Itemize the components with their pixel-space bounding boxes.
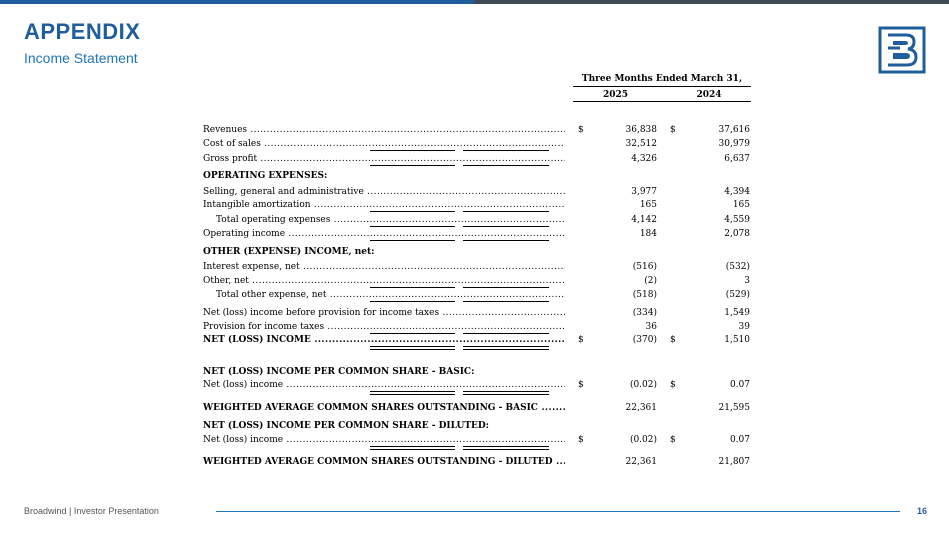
value-2025: (516) [632, 262, 657, 272]
row-label: Net (loss) income ..... [203, 434, 565, 446]
period-header: Three Months Ended March 31, [581, 74, 743, 84]
table-row [203, 334, 753, 346]
value-2025: 3,977 [631, 187, 657, 197]
value-2025: 4,142 [631, 215, 657, 225]
double-underline [463, 446, 549, 450]
row-label: WEIGHTED AVERAGE COMMON SHARES OUTSTANDING - DILUTED ..... [203, 456, 565, 468]
year-header-rule [573, 101, 751, 102]
table-row [203, 124, 753, 136]
value-2025: 184 [639, 229, 657, 239]
table-row [203, 214, 753, 226]
underline [370, 287, 455, 288]
value-2024: 4,394 [724, 187, 750, 197]
value-2025: 4,326 [631, 154, 657, 164]
currency-symbol: $ [670, 380, 676, 390]
row-label: OPERATING EXPENSES: [203, 171, 328, 181]
underline [370, 165, 455, 166]
table-row [203, 153, 753, 165]
period-header-rule [573, 86, 751, 87]
row-label: Cost of sales ..... [203, 138, 565, 150]
double-underline [370, 391, 455, 395]
currency-symbol: $ [670, 125, 676, 135]
row-label: Net (loss) income before provision for income taxes ..... [203, 307, 565, 319]
row-label: Total other expense, net ..... [203, 289, 565, 301]
value-2025: 22,361 [625, 457, 657, 467]
currency-symbol: $ [578, 380, 584, 390]
value-2024: (532) [725, 262, 750, 272]
value-2024: 165 [732, 200, 750, 210]
value-2024: 0.07 [729, 435, 750, 445]
underline [370, 240, 455, 241]
underline [463, 150, 549, 151]
row-label: Selling, general and administrative ..... [203, 186, 565, 198]
page-subtitle: Income Statement [24, 50, 138, 66]
value-2025: 36 [645, 322, 657, 332]
row-label: NET (LOSS) INCOME ..... [203, 334, 565, 346]
table-row [203, 307, 753, 319]
row-label: Revenues ..... [203, 124, 565, 136]
value-2024: 21,807 [718, 457, 750, 467]
row-label: Provision for income taxes ..... [203, 321, 565, 333]
value-2025: 165 [639, 200, 657, 210]
value-2025: 32,512 [625, 139, 657, 149]
row-label: OTHER (EXPENSE) INCOME, net: [203, 247, 375, 257]
footer-rule [216, 511, 900, 512]
value-2025: (0.02) [629, 435, 657, 445]
page-title: APPENDIX [24, 19, 141, 44]
value-2025: 36,838 [625, 125, 657, 135]
double-underline [370, 346, 455, 350]
section-heading [203, 366, 753, 378]
double-underline [463, 391, 549, 395]
value-2024: 1,510 [724, 335, 750, 345]
row-label: Intangible amortization ..... [203, 199, 565, 211]
table-row [203, 261, 753, 273]
row-label: NET (LOSS) INCOME PER COMMON SHARE - DILUTED: [203, 421, 490, 431]
table-row [203, 402, 753, 414]
currency-symbol: $ [578, 335, 584, 345]
underline [370, 226, 455, 227]
section-heading [203, 246, 753, 258]
row-label: Total operating expenses ..... [203, 214, 565, 226]
underline [463, 301, 549, 302]
currency-symbol: $ [578, 125, 584, 135]
footer-caption: Broadwind | Investor Presentation [24, 506, 159, 516]
value-2024: 3 [744, 276, 750, 286]
table-row [203, 289, 753, 301]
value-2025: (518) [632, 290, 657, 300]
value-2025: (334) [632, 308, 657, 318]
table-row [203, 456, 753, 468]
value-2024: 37,616 [718, 125, 750, 135]
currency-symbol: $ [670, 435, 676, 445]
underline [370, 301, 455, 302]
underline [463, 211, 549, 212]
underline [370, 211, 455, 212]
table-row [203, 379, 753, 391]
value-2024: 6,637 [724, 154, 750, 164]
table-row [203, 186, 753, 198]
underline [370, 150, 455, 151]
table-row [203, 434, 753, 446]
row-label: Other, net ..... [203, 275, 565, 287]
section-heading [203, 170, 753, 182]
section-heading [203, 420, 753, 432]
page-number: 16 [917, 506, 928, 516]
double-underline [463, 346, 549, 350]
table-row [203, 228, 753, 240]
row-label: WEIGHTED AVERAGE COMMON SHARES OUTSTANDING - BASIC ..... [203, 402, 565, 414]
currency-symbol: $ [670, 335, 676, 345]
value-2024: (529) [725, 290, 750, 300]
row-label: Gross profit ..... [203, 153, 565, 165]
table-row [203, 138, 753, 150]
double-underline [370, 446, 455, 450]
table-row [203, 321, 753, 333]
row-label: NET (LOSS) INCOME PER COMMON SHARE - BASIC: [203, 367, 475, 377]
value-2025: (2) [644, 276, 657, 286]
value-2024: 1,549 [724, 308, 750, 318]
row-label: Operating income ..... [203, 228, 565, 240]
value-2024: 39 [738, 322, 750, 332]
value-2024: 4,559 [724, 215, 750, 225]
year-2024-header: 2024 [696, 90, 722, 100]
value-2025: 22,361 [625, 403, 657, 413]
year-2025-header: 2025 [602, 90, 629, 100]
value-2025: (370) [632, 335, 657, 345]
table-row [203, 199, 753, 211]
value-2024: 2,078 [724, 229, 750, 239]
underline [463, 226, 549, 227]
row-label: Net (loss) income ..... [203, 379, 565, 391]
value-2025: (0.02) [629, 380, 657, 390]
currency-symbol: $ [578, 435, 584, 445]
value-2024: 0.07 [729, 380, 750, 390]
underline [463, 165, 549, 166]
table-row [203, 275, 753, 287]
underline [463, 287, 549, 288]
underline [463, 240, 549, 241]
value-2024: 30,979 [718, 139, 750, 149]
value-2024: 21,595 [718, 403, 750, 413]
row-label: Interest expense, net ..... [203, 261, 565, 273]
